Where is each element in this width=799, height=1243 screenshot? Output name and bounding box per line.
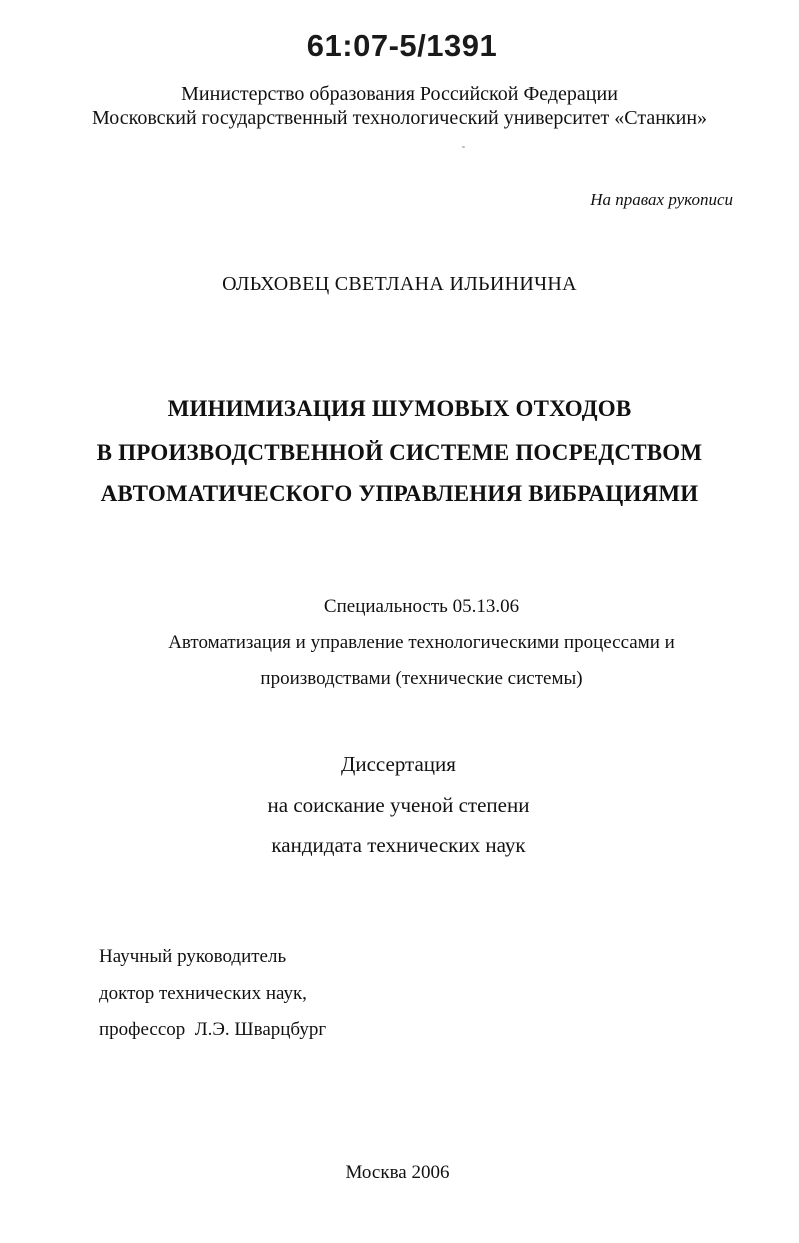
scan-speck — [462, 146, 465, 148]
university-name: Московский государственный технологический университет «Станкин» — [91, 107, 708, 129]
archive-stamp-code: 61:07-5/1391 — [306, 28, 498, 63]
dissertation-label: Диссертация — [341, 752, 456, 776]
specialty-name-line: Автоматизация и управление технологическими процессами и — [168, 632, 675, 653]
thesis-title-line: АВТОМАТИЧЕСКОГО УПРАВЛЕНИЯ ВИБРАЦИЯМИ — [100, 481, 699, 506]
supervisor-label: Научный руководитель — [99, 946, 287, 967]
place-and-year: Москва 2006 — [345, 1162, 450, 1183]
degree-line: кандидата технических наук — [271, 833, 526, 857]
degree-line: на соискание ученой степени — [267, 793, 530, 817]
supervisor-name: профессор Л.Э. Шварцбург — [99, 1019, 327, 1040]
supervisor-degree: доктор технических наук, — [99, 983, 307, 1004]
author-name: ОЛЬХОВЕЦ СВЕТЛАНА ИЛЬИНИЧНА — [222, 273, 577, 295]
specialty-code: Специальность 05.13.06 — [323, 596, 520, 617]
manuscript-rights-note: На правах рукописи — [590, 190, 733, 209]
thesis-title-line: МИНИМИЗАЦИЯ ШУМОВЫХ ОТХОДОВ — [167, 396, 632, 421]
ministry-name: Министерство образования Российской Федерации — [181, 83, 618, 105]
thesis-title-line: В ПРОИЗВОДСТВЕННОЙ СИСТЕМЕ ПОСРЕДСТВОМ — [96, 440, 703, 465]
specialty-name-line: производствами (технические системы) — [260, 668, 583, 689]
